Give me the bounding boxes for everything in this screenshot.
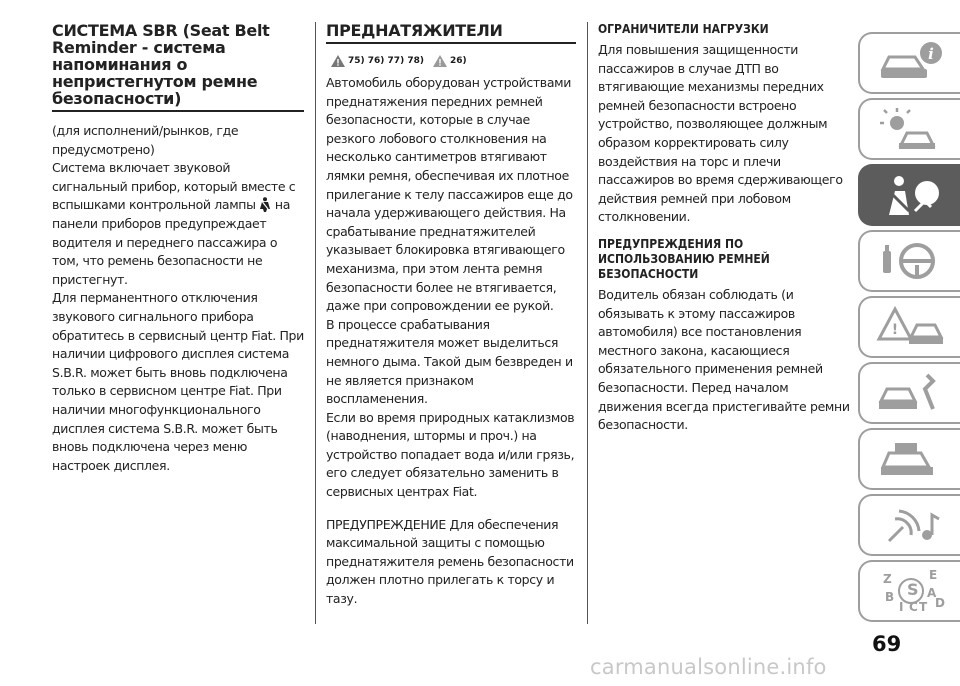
belt-warnings-paragraph: Водитель обязан соблюдать (и обязывать к этому пассажиров автомобиля) все постановления местного закона, касающиеся обязательного применения ремней безопасности. Перед началом движения всегда пристегивайте ремни безопасности. <box>598 286 850 433</box>
sbr-text-part: на панели приборов предупреждает водителя и переднего пассажира о том, что ремень безопасности не пристегнут. <box>52 197 291 287</box>
column-pretensioners <box>326 22 576 609</box>
multimedia-icon <box>875 501 945 549</box>
svg-text:i: i <box>928 45 934 63</box>
index-letter: C <box>909 600 918 614</box>
warning-refs-text: 75) 76) 77) 78) <box>348 56 424 66</box>
pretensioner-paragraph-smoke: В процессе срабатывания преднатяжителя может выделиться немного дыма. Такой дым безвреден и не является признаком воспламенения. <box>326 316 573 407</box>
index-letter: B <box>885 590 895 604</box>
caution-triangle-icon <box>432 54 448 68</box>
car-maintenance-icon <box>875 369 945 417</box>
tab-safety[interactable] <box>858 164 960 226</box>
index-letter: D <box>935 596 945 610</box>
car-specs-icon <box>875 435 945 483</box>
section-title-sbr: СИСТЕМА SBR (Seat Belt Reminder - система напоминания о непристегнутом ремне безопасности) <box>52 21 270 108</box>
pretensioner-paragraph-warning: ПРЕДУПРЕЖДЕНИЕ Для обеспечения максимальной защиты с помощью преднатяжителя ремень безопасности должен плотно прилегать к торсу и тазу. <box>326 516 574 607</box>
title-underline <box>52 110 304 112</box>
caution-refs-text: 26) <box>449 56 467 66</box>
index-letter: A <box>927 586 937 600</box>
column-divider <box>587 22 588 624</box>
index-letter: I <box>899 600 904 614</box>
column-divider <box>315 22 316 624</box>
tab-driving[interactable] <box>858 230 960 292</box>
steering-wheel-icon <box>875 237 945 285</box>
tab-specs[interactable] <box>858 428 960 490</box>
warning-triangle-icon <box>330 54 346 68</box>
column-sbr <box>52 22 304 475</box>
index-alphabet-icon <box>875 567 945 615</box>
tab-maintenance[interactable] <box>858 362 960 424</box>
column-load-limiters <box>598 22 850 435</box>
watermark: carmanualsonline.info <box>590 655 827 679</box>
seatbelt-warning-icon <box>259 197 271 212</box>
pretensioner-paragraph-main: Автомобиль оборудован устройствами преднатяжения передних ремней безопасности, которые в случае резкого лобового столкновения на несколько сантиметров втягивают лямки ремня, обеспечивая их плотное прилегание к телу пассажиров еще до начала удерживающего действия. На срабатывание преднатяжителей указывает блокировка втягивающего механизма, при этом лента ремня безопасности более не втягивается, даже при сопровождении ее рукой. <box>326 75 573 314</box>
sbr-paragraph-disable: Для перманентного отключения звукового сигнального прибора обратитесь в сервисный центр Fiat. При наличии цифрового дисплея система S.B.R. может быть вновь подключена только в сервисном центре Fiat. При наличии многофункционального дисплея система S.B.R. может быть вновь подключена через меню настроек дисплея. <box>52 290 304 473</box>
tab-multimedia[interactable] <box>858 494 960 556</box>
tab-dashboard-lights[interactable] <box>858 98 960 160</box>
index-letter: E <box>929 568 938 582</box>
index-letter: Z <box>883 572 892 586</box>
section-title-load-limiters: ОГРАНИЧИТЕЛИ НАГРУЗКИ <box>598 22 769 36</box>
car-info-icon <box>875 39 945 87</box>
pretensioner-paragraph-water: Если во время природных катаклизмов (наводнения, штормы и проч.) на устройство попадает вода и/или грязь, его следует обязательно заменить в сервисных центрах Fiat. <box>326 409 575 500</box>
section-title-pretensioners: ПРЕДНАТЯЖИТЕЛИ <box>326 21 503 40</box>
warning-triangle-car-icon <box>875 303 945 351</box>
dashboard-lights-icon <box>875 105 945 153</box>
index-letter: S <box>907 580 919 599</box>
chapter-tabs <box>858 32 960 626</box>
seatbelt-airbag-icon <box>875 171 945 219</box>
section-title-belt-warnings: ПРЕДУПРЕЖДЕНИЯ ПО ИСПОЛЬЗОВАНИЮ РЕМНЕЙ БЕЗОПАСНОСТИ <box>598 236 770 281</box>
sbr-text-part: Система включает звуковой сигнальный прибор, который вместе с вспышками контрольной лампы <box>52 160 296 213</box>
sbr-paragraph-description <box>52 159 304 289</box>
tab-index[interactable] <box>858 560 960 622</box>
sbr-paragraph-availability: (для исполнений/рынков, где предусмотрено) <box>52 123 239 157</box>
tab-car-info[interactable] <box>858 32 960 94</box>
title-underline <box>326 42 576 44</box>
page-number: 69 <box>872 632 902 656</box>
tab-emergency[interactable] <box>858 296 960 358</box>
warning-references <box>330 54 576 68</box>
svg-text:!: ! <box>891 322 899 338</box>
load-limiter-paragraph: Для повышения защищенности пассажиров в случае ДТП во втягивающие механизмы передних ремней безопасности встроено устройство, позволяющее должным образом корректировать силу воздействия на торс и плечи пассажиров во время сдерживающего действия ремней при лобовом столкновении. <box>598 42 843 225</box>
index-letter: T <box>919 600 928 614</box>
